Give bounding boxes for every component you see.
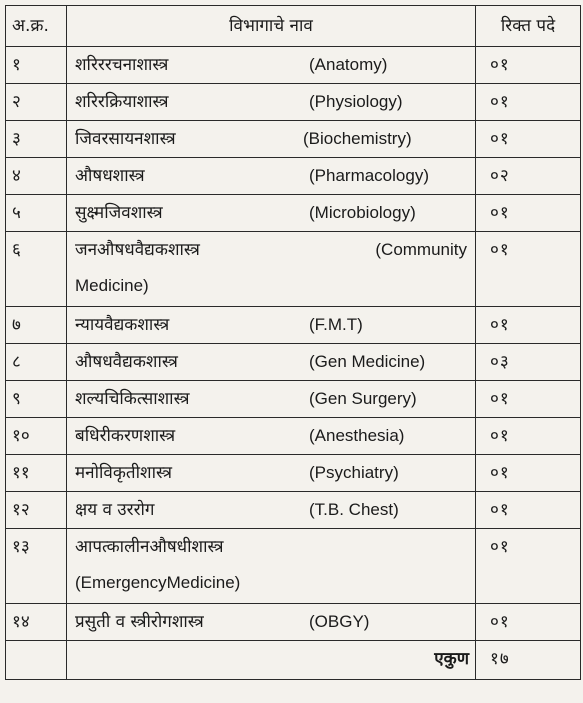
department-cell (67, 158, 476, 195)
department-cell (67, 381, 476, 418)
department-marathi: आपत्कालीनऔषधीशास्त्र (75, 537, 224, 557)
vacancy-count: ०१ (476, 232, 581, 307)
row-number: ४ (6, 158, 67, 195)
table-row (6, 604, 581, 641)
department-english: (Gen Medicine) (309, 352, 426, 371)
table-row (6, 418, 581, 455)
table-row (6, 455, 581, 492)
department-marathi: शरिरक्रियाशास्त्र (75, 92, 169, 112)
vacancy-count: ०१ (476, 307, 581, 344)
department-english: (Microbiology) (309, 203, 416, 222)
department-cell (67, 604, 476, 641)
department-cell (67, 344, 476, 381)
vacancy-table (5, 5, 581, 680)
row-number: १० (6, 418, 67, 455)
department-cell (67, 492, 476, 529)
table-row (6, 121, 581, 158)
row-number: २ (6, 84, 67, 121)
department-marathi: शरिररचनाशास्त्र (75, 55, 169, 75)
department-english: (Anatomy) (309, 55, 388, 74)
row-number: ८ (6, 344, 67, 381)
department-marathi: सुक्ष्मजिवशास्त्र (75, 203, 163, 223)
row-number: ५ (6, 195, 67, 232)
table-row (6, 84, 581, 121)
header-department: विभागाचे नाव (67, 6, 476, 47)
department-marathi: जिवरसायनशास्त्र (75, 129, 176, 149)
department-cell (67, 529, 476, 604)
department-marathi: शल्यचिकित्साशास्त्र (75, 389, 190, 409)
table-row (6, 158, 581, 195)
department-cell (67, 455, 476, 492)
department-english: (F.M.T) (309, 315, 363, 334)
department-marathi: बधिरीकरणशास्त्र (75, 426, 176, 446)
department-english-continued: (EmergencyMedicine) (75, 573, 241, 592)
department-english: (Physiology) (309, 92, 403, 111)
vacancy-count: ०१ (476, 492, 581, 529)
department-marathi: औषधवैद्यकशास्त्र (75, 352, 178, 372)
row-number: ६ (6, 232, 67, 307)
vacancy-count: ०१ (476, 604, 581, 641)
empty-cell (6, 641, 67, 680)
total-value: १७ (476, 641, 581, 680)
department-english: (OBGY) (309, 612, 370, 631)
vacancy-count: ०२ (476, 158, 581, 195)
vacancy-count: ०१ (476, 121, 581, 158)
table-row (6, 232, 581, 307)
vacancy-count: ०१ (476, 47, 581, 84)
row-number: १ (6, 47, 67, 84)
total-row (6, 641, 581, 680)
table-row (6, 195, 581, 232)
department-english: (Anesthesia) (309, 426, 405, 445)
total-label: एकुण (67, 641, 476, 680)
row-number: ३ (6, 121, 67, 158)
vacancy-count: ०१ (476, 529, 581, 604)
department-cell (67, 84, 476, 121)
header-vacancies: रिक्त पदे (476, 6, 581, 47)
department-marathi: प्रसुती व स्त्रीरोगशास्त्र (75, 612, 204, 632)
table-row (6, 344, 581, 381)
vacancy-count: ०३ (476, 344, 581, 381)
table-row (6, 307, 581, 344)
table-row (6, 529, 581, 604)
vacancy-count: ०१ (476, 455, 581, 492)
table-row (6, 492, 581, 529)
department-marathi: औषधशास्त्र (75, 166, 145, 186)
vacancy-count: ०१ (476, 84, 581, 121)
department-cell (67, 307, 476, 344)
department-cell (67, 47, 476, 84)
row-number: १२ (6, 492, 67, 529)
table-row (6, 47, 581, 84)
row-number: ११ (6, 455, 67, 492)
row-number: ९ (6, 381, 67, 418)
department-cell (67, 121, 476, 158)
department-marathi: मनोविकृतीशास्त्र (75, 463, 172, 483)
department-marathi: क्षय व उररोग (75, 500, 155, 520)
department-marathi: न्यायवैद्यकशास्त्र (75, 315, 170, 335)
department-english: (Psychiatry) (309, 463, 399, 482)
department-english-continued: Medicine) (75, 276, 149, 295)
department-marathi: जनऔषधवैद्यकशास्त्र (75, 240, 200, 260)
department-cell (67, 195, 476, 232)
department-english: (Biochemistry) (303, 129, 412, 148)
department-english: (Community (375, 240, 467, 259)
row-number: १३ (6, 529, 67, 604)
department-english: (T.B. Chest) (309, 500, 399, 519)
department-cell (67, 232, 476, 307)
row-number: ७ (6, 307, 67, 344)
department-cell (67, 418, 476, 455)
vacancy-count: ०१ (476, 418, 581, 455)
header-serial: अ.क्र. (6, 6, 67, 47)
department-english: (Pharmacology) (309, 166, 429, 185)
vacancy-count: ०१ (476, 381, 581, 418)
vacancy-count: ०१ (476, 195, 581, 232)
department-english: (Gen Surgery) (309, 389, 417, 408)
row-number: १४ (6, 604, 67, 641)
table-row (6, 381, 581, 418)
header-row (6, 6, 581, 47)
